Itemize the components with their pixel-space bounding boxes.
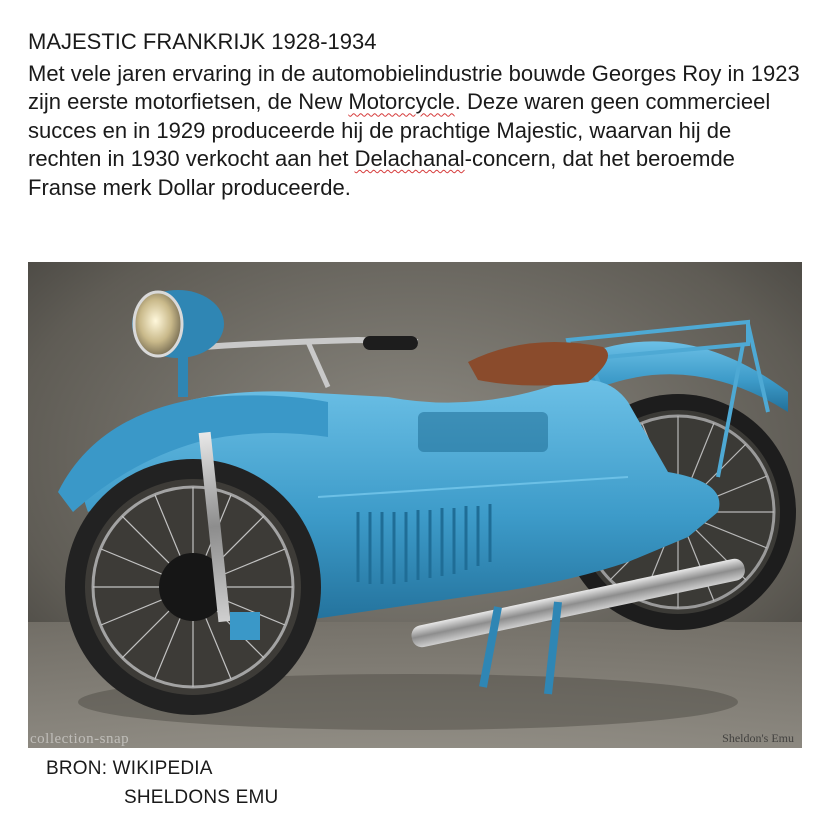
motorcycle-photo [28, 262, 802, 748]
front-wheel [65, 459, 321, 715]
motorcycle-illustration [28, 262, 802, 748]
paragraph-text-part2: . Deze waren geen commercieel succes en in 1929 produceerde hij de prachtige Majestic, waarvan hij de rechten in 1930 verkocht aan het [28, 89, 771, 172]
source-line-wikipedia: BRON: WIKIPEDIA [46, 758, 213, 779]
source-line-sheldons-emu: SHELDONS EMU [124, 787, 279, 808]
paragraph-text-part1: Met vele jaren ervaring in de automobielindustrie bouwde Georges Roy in 1923 zijn eerste motorfietsen, de New [28, 61, 800, 115]
page-title: MAJESTIC FRANKRIJK 1928-1934 [28, 29, 377, 54]
tank-vents [418, 412, 548, 452]
paragraph-text-part3: -concern, dat het beroemde Franse merk Dollar produceerde. [28, 146, 735, 200]
photo-credit-watermark: Sheldon's Emu [722, 731, 794, 745]
description-paragraph [28, 60, 808, 202]
photo-watermark-left: collection-snap [30, 731, 130, 747]
spellcheck-term-motorcycle: Motorcycle [348, 89, 455, 115]
spellcheck-term-delachanal: Delachanal [354, 146, 465, 172]
